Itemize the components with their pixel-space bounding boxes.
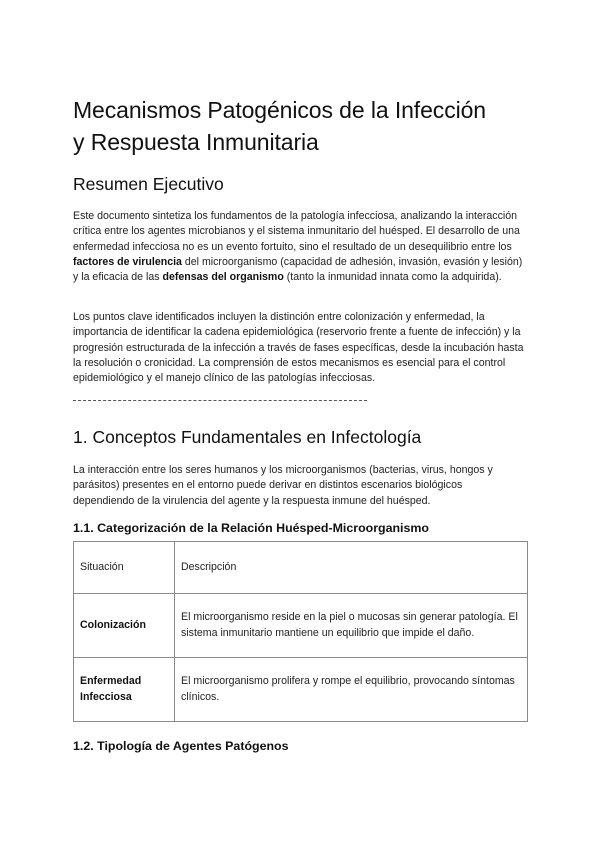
- table-row: [74, 658, 528, 722]
- p1-run-2: del microorganismo (capacidad de adhesión, invasión, evasión y lesión) y la eficacia de las: [73, 255, 523, 284]
- row-descripcion: El microorganismo prolifera y rompe el equilibrio, provocando síntomas clínicos.: [175, 658, 528, 722]
- table-header-row: [74, 542, 528, 594]
- summary-heading: Resumen Ejecutivo: [73, 174, 224, 194]
- table-row: [74, 594, 528, 658]
- row-situacion-label: Enfermedad Infecciosa: [80, 675, 142, 703]
- header-situacion: Situación: [74, 542, 175, 594]
- header-descripcion: Descripción: [175, 542, 528, 594]
- p1-run-4: (tanto la inmunidad innata como la adquirida).: [283, 271, 502, 284]
- document-title: [73, 94, 533, 158]
- row-situacion: [74, 594, 175, 658]
- subsection-1-1-heading: 1.1. Categorización de la Relación Huésped-Microorganismo: [73, 521, 429, 535]
- subsection-1-2-heading: 1.2. Tipología de Agentes Patógenos: [73, 739, 289, 753]
- p1-run-3-bold: defensas del organismo: [162, 271, 284, 284]
- p1-run-0: Este documento sintetiza los fundamentos de la patología infecciosa, analizando la interacción crítica entre los agentes microbianos y el sistema inmunitario del huésped. El desarrollo de una enfermedad infecciosa no es un evento fortuito, sino el resultado de un desequilibrio entre los: [73, 210, 520, 253]
- section-1-paragraph: La interacción entre los seres humanos y los microorganismos (bacterias, virus, hongos y parásitos) presentes en el entorno puede derivar en distintos escenarios biológicos dependiendo de la virulencia del agente y la respuesta inmune del huésped.: [73, 464, 493, 507]
- relation-table: [73, 541, 528, 722]
- row-situacion-label: Colonización: [80, 618, 146, 631]
- title-line-1: Mecanismos Patogénicos de la Infección: [73, 97, 486, 123]
- summary-paragraph-2: Los puntos clave identificados incluyen la distinción entre colonización y enfermedad, la importancia de identificar la cadena epidemiológica (reservorio frente a fuente de infección) y la progresión estructurada de la infección a través de fases específicas, desde la incubación hasta la resolución o cronicidad. La comprensión de estos mecanismos es esencial para el control epidemiológico y el manejo clínico de las patologías infecciosas.: [73, 311, 524, 385]
- row-descripcion: El microorganismo reside en la piel o mucosas sin generar patología. El sistema inmunitario mantiene un equilibrio que impide el daño.: [175, 594, 528, 658]
- title-line-2: y Respuesta Inmunitaria: [73, 129, 319, 155]
- row-situacion: [74, 658, 175, 722]
- section-1-heading: 1. Conceptos Fundamentales en Infectología: [73, 427, 422, 447]
- summary-paragraph-1: [73, 209, 525, 285]
- p1-run-1-bold: factores de virulencia: [73, 255, 182, 268]
- section-divider: [73, 400, 367, 401]
